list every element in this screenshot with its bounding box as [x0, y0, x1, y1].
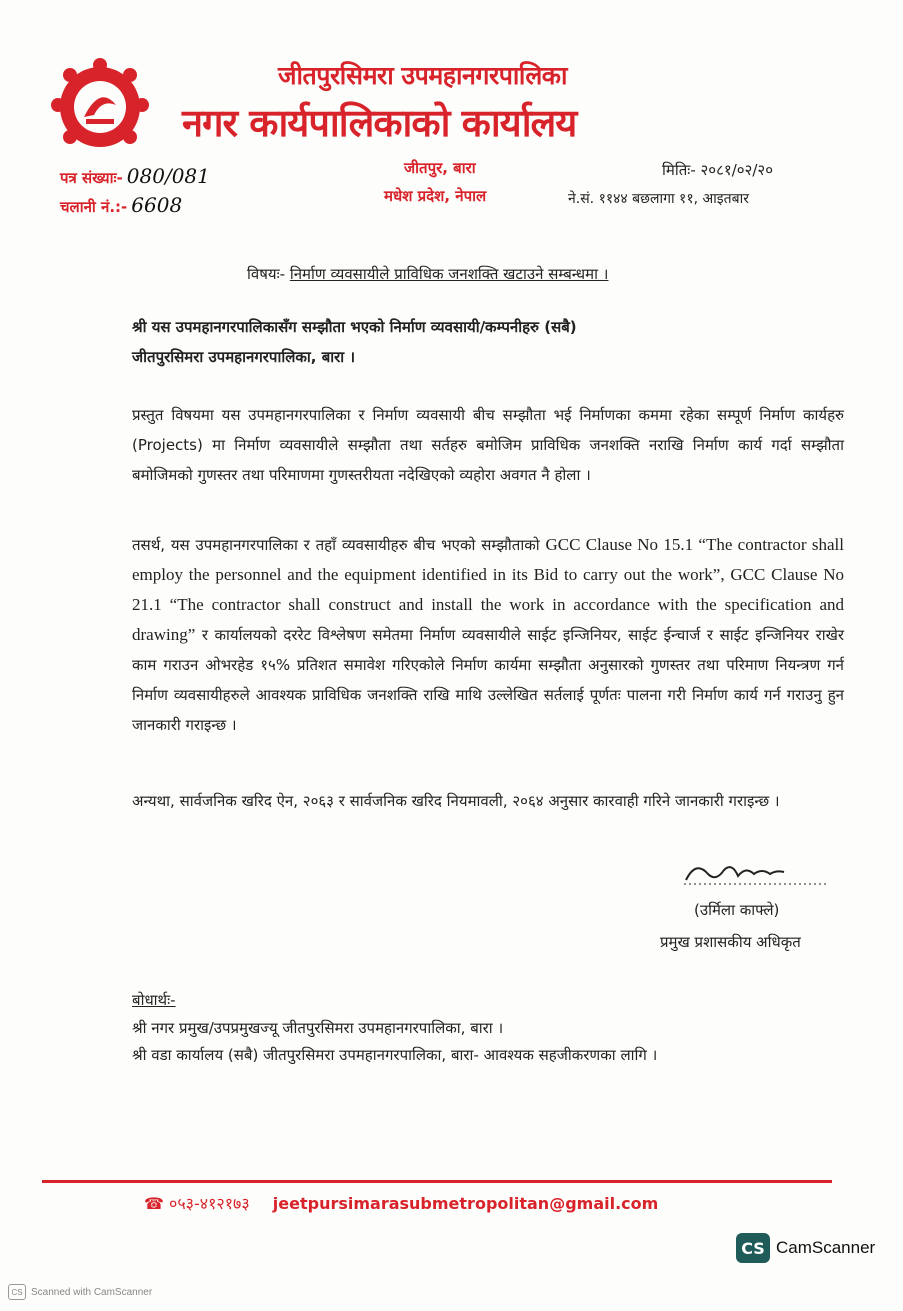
letter-date: मितिः- २०८१/०२/२०	[662, 161, 774, 179]
cc-line-1: श्री नगर प्रमुख/उपप्रमुखज्यू जीतपुरसिमरा उपमहानगरपालिका, बारा ।	[132, 1019, 504, 1037]
signatory-name: (उर्मिला काफ्ले)	[694, 901, 780, 919]
para2-end: र कार्यालयको दररेट विश्लेषण समेतमा निर्माण व्यवसायीले साईट इन्जिनियर, साईट ईन्चार्ज र साईट इन्जिनियर राखेर काम गराउन ओभरहेड १५% प्रतिशत समावेश गरिएकोले निर्माण कार्यमा सम्झौता अनुसारको गुणस्तर तथा परिमाण नियन्त्रण गर्न निर्माण व्यवसायीहरुले आवश्यक प्राविधिक जनशक्ति राखि माथि उल्लेखित सर्तलाई पूर्णतः पालना गरी निर्माण कार्य गर्न गराउनु हुन जानकारी गराइन्छ ।	[132, 626, 844, 734]
reference-number	[60, 164, 210, 188]
dispatch-label: चलानी नं.:-	[60, 198, 128, 216]
para2-start: तसर्थ, यस उपमहानगरपालिका र तहाँ व्यवसायीहरु बीच भएको सम्झौताको	[132, 536, 546, 554]
phone-number: ०५३-४१२१७३	[169, 1194, 250, 1213]
reference-value: 080/081	[126, 164, 210, 188]
address-city: जीतपुर, बारा	[404, 159, 476, 177]
signature-mark	[676, 852, 826, 892]
scanned-with-note	[8, 1284, 152, 1300]
camscanner-mini-icon: CS	[8, 1284, 26, 1300]
body-paragraph-3: अन्यथा, सार्वजनिक खरिद ऐन, २०६३ र सार्वजनिक खरिद नियमावली, २०६४ अनुसार कारवाही गरिने जानकारी गराइन्छ ।	[132, 792, 780, 810]
cc-label: बोधार्थः-	[132, 991, 176, 1009]
signatory-designation: प्रमुख प्रशासकीय अधिकृत	[660, 933, 801, 951]
camscanner-logo-icon: CS	[736, 1233, 770, 1263]
camscanner-brand: CamScanner	[776, 1238, 876, 1257]
recipient-line-2: जीतपुरसिमरा उपमहानगरपालिका, बारा ।	[132, 348, 356, 366]
office-name: नगर कार्यपालिकाको कार्यालय	[182, 101, 577, 145]
email-address: jeetpursimarasubmetropolitan@gmail.com	[272, 1194, 659, 1213]
subject-label: विषयः-	[247, 265, 286, 283]
municipality-emblem	[50, 55, 150, 155]
reference-label: पत्र संख्याः-	[60, 169, 123, 187]
address-province: मधेश प्रदेश, नेपाल	[384, 187, 487, 205]
para2-english: GCC Clause No 15.1 “The contractor shall employ the personnel and the equipment identified in its Bid to carry out the work”, GCC Clause No 21.1 “The contractor shall construct and install the work in accordance with the specification and drawing”	[132, 535, 844, 644]
subject-text: निर्माण व्यवसायीले प्राविधिक जनशक्ति खटाउने सम्बन्धमा ।	[289, 265, 609, 283]
phone-icon: ☎	[144, 1194, 164, 1213]
dispatch-value: 6608	[131, 193, 183, 217]
dispatch-number	[60, 193, 182, 217]
body-paragraph-2	[132, 530, 844, 740]
nepal-sambat-date: ने.सं. ११४४ बछलागा ११, आइतबार	[568, 191, 750, 207]
subject-line	[247, 264, 608, 284]
recipient-line-1: श्री यस उपमहानगरपालिकासँग सम्झौता भएको निर्माण व्यवसायी/कम्पनीहरु (सबै)	[132, 318, 577, 336]
body-paragraph-1: प्रस्तुत विषयमा यस उपमहानगरपालिका र निर्माण व्यवसायी बीच सम्झौता भई निर्माणका कममा रहेका सम्पूर्ण निर्माण कार्यहरु (Projects) मा निर्माण व्यवसायीले सम्झौता तथा सर्तहरु बमोजिम प्राविधिक जनशक्ति नराखि निर्माण कार्य गर्दा सम्झौता बमोजिमको गुणस्तर तथा परिमाणमा गुणस्तरीयता नदेखिएको व्यहोरा अवगत नै होला ।	[132, 406, 844, 484]
camscanner-badge	[736, 1233, 875, 1263]
footer-rule	[42, 1180, 832, 1183]
footer-contact	[144, 1192, 658, 1214]
scanned-text: Scanned with CamScanner	[31, 1286, 153, 1298]
municipality-name: जीतपुरसिमरा उपमहानगरपालिका	[278, 61, 567, 90]
cc-line-2: श्री वडा कार्यालय (सबै) जीतपुरसिमरा उपमहानगरपालिका, बारा- आवश्यक सहजीकरणका लागि ।	[132, 1046, 658, 1064]
